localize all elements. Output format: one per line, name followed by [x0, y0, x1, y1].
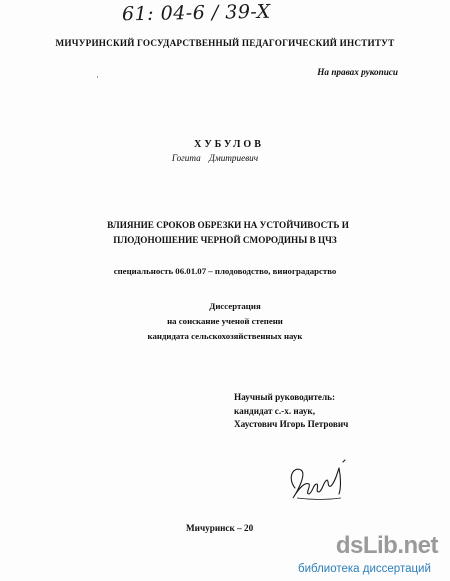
degree-name: кандидата сельскохозяйственных наук	[147, 331, 303, 341]
thesis-title-line-1: ВЛИЯНИЕ СРОКОВ ОБРЕЗКИ НА УСТОЙЧИВОСТЬ И	[107, 220, 349, 230]
institute-name: МИЧУРИНСКИЙ ГОСУДАРСТВЕННЫЙ ПЕДАГОГИЧЕСКИЙ ИНСТИТУТ	[55, 38, 395, 48]
stray-mark: ·	[96, 72, 99, 82]
city-year: Мичуринск – 20	[186, 523, 254, 533]
dslib-subtitle: библиотека диссертаций	[298, 563, 431, 575]
dslib-watermark[interactable]	[298, 532, 448, 578]
handwritten-catalog-code: 61: 04-6 / 39-X	[121, 0, 271, 26]
author-surname: ХУБУЛОВ	[194, 139, 264, 150]
dissertation-label: Диссертация	[209, 301, 261, 311]
thesis-title-line-2: ПЛОДОНОШЕНИЕ ЧЕРНОЙ СМОРОДИНЫ В ЦЧЗ	[113, 235, 337, 245]
supervisor-name: Хаустович Игорь Петрович	[234, 419, 349, 429]
dslib-logo: dsLib.net	[335, 532, 438, 559]
supervisor-degree: кандидат с.-х. наук,	[234, 406, 316, 416]
manuscript-rights-note: На правах рукописи	[317, 67, 398, 77]
specialty-line: специальность 06.01.07 – плодоводство, виноградарство	[113, 266, 337, 276]
signature-icon	[283, 448, 353, 508]
degree-purpose: на соискание ученой степени	[167, 316, 283, 326]
supervisor-label: Научный руководитель:	[234, 392, 336, 402]
author-given-names: Гогита Дмитриевич	[171, 153, 259, 163]
